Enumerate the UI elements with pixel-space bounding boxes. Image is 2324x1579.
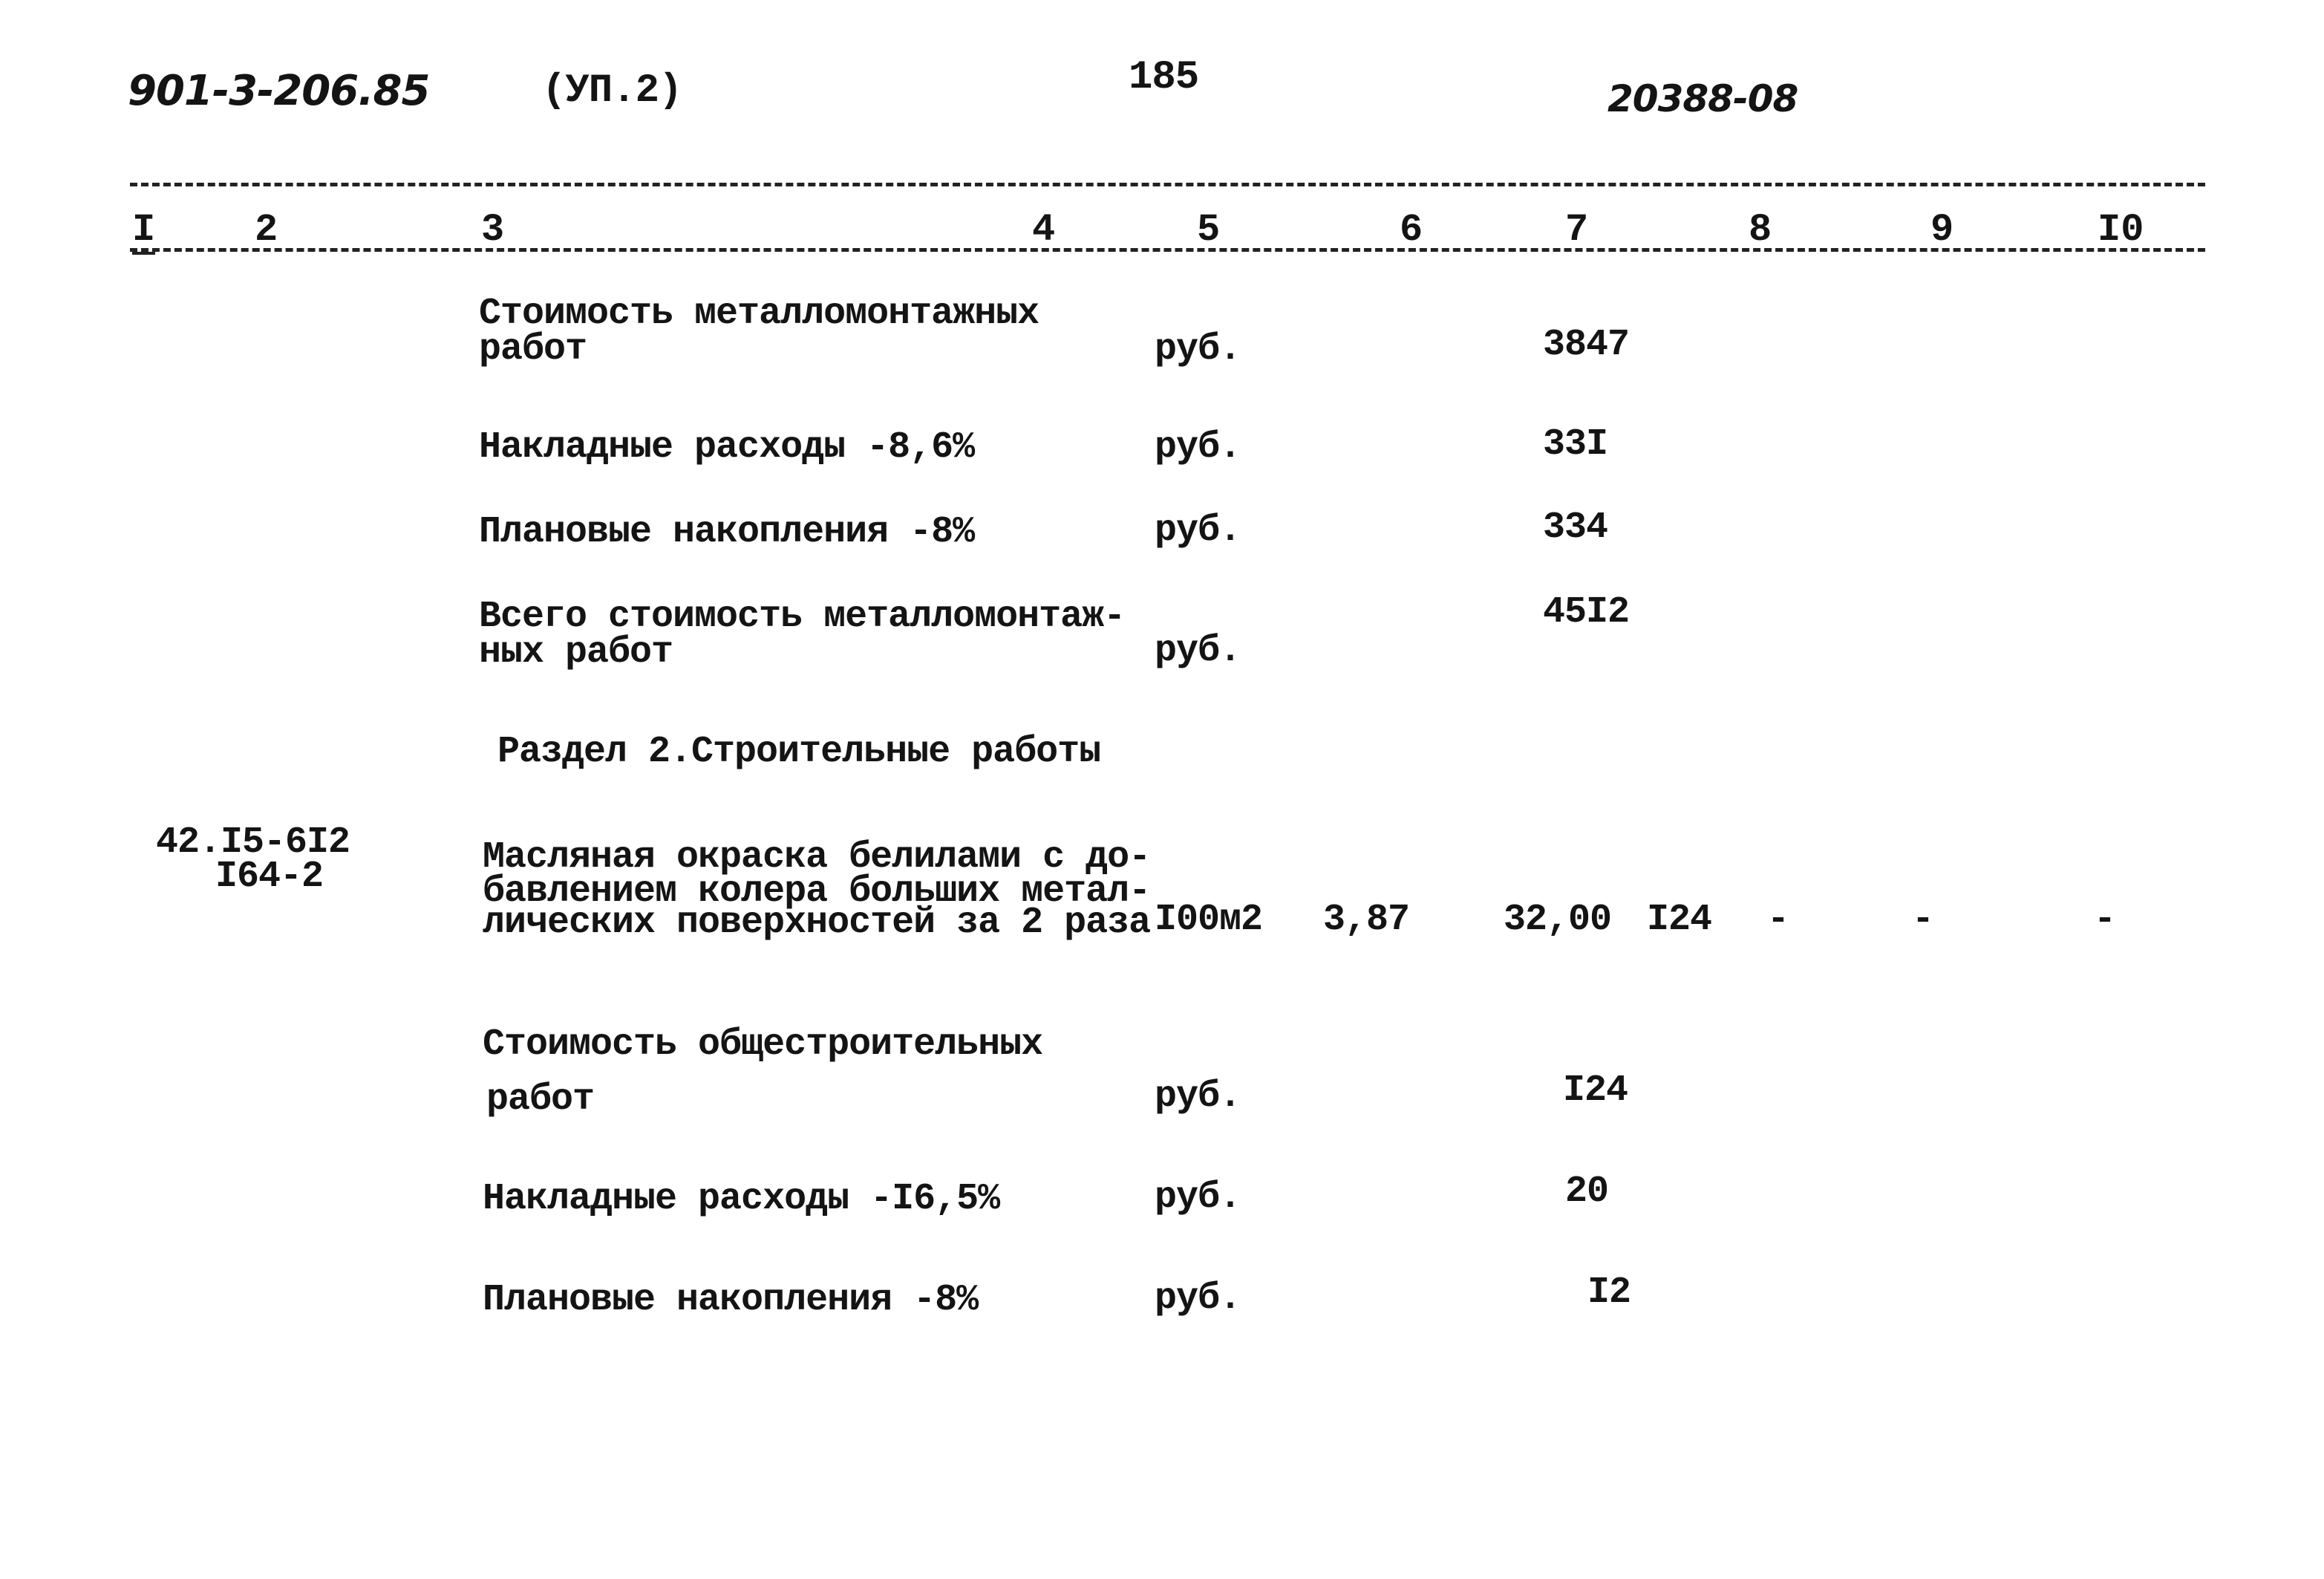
table-top-rule bbox=[130, 183, 2205, 186]
metal-planned-unit: руб. bbox=[1155, 509, 1241, 552]
item-unit: I00м2 bbox=[1155, 899, 1263, 941]
col-header-6: 6 bbox=[1400, 208, 1423, 252]
item-col-8: - bbox=[1767, 899, 1789, 941]
col-header-3: 3 bbox=[481, 208, 505, 252]
item-total: I24 bbox=[1647, 899, 1712, 941]
section-2-title: Раздел 2.Строительные работы bbox=[497, 731, 1101, 773]
metal-planned-label: Плановые накопления -8% bbox=[479, 511, 975, 553]
item-col-9: - bbox=[1912, 899, 1934, 941]
metal-planned-value: 334 bbox=[1543, 507, 1608, 549]
metal-cost-value: 3847 bbox=[1543, 324, 1630, 366]
metal-total-unit: руб. bbox=[1155, 630, 1241, 672]
column-header-rule bbox=[130, 248, 2205, 252]
volume-label: (УП.2) bbox=[542, 68, 682, 114]
col-header-5: 5 bbox=[1197, 208, 1221, 252]
build-overhead-unit: руб. bbox=[1155, 1176, 1241, 1219]
col-header-4: 4 bbox=[1032, 208, 1056, 252]
build-planned-label: Плановые накопления -8% bbox=[483, 1279, 979, 1321]
col-header-8: 8 bbox=[1749, 208, 1772, 252]
metal-total-label-line1: Всего стоимость металломонтаж- bbox=[479, 596, 1126, 638]
col-header-10: I0 bbox=[2098, 208, 2144, 252]
metal-cost-label-line1: Стоимость металломонтажных bbox=[479, 293, 1039, 335]
item-code-line1: 42.I5-6I2 bbox=[156, 821, 350, 864]
build-cost-label-line1: Стоимость общестроительных bbox=[483, 1023, 1043, 1066]
build-cost-label-line2: работ bbox=[486, 1078, 595, 1121]
col-header-7: 7 bbox=[1565, 208, 1589, 252]
metal-total-label-line2: ных работ bbox=[479, 631, 673, 674]
item-code-line2: I64-2 bbox=[215, 856, 324, 898]
col-header-1: I bbox=[132, 208, 155, 255]
item-description-line2: бавлением колера больших метал- bbox=[483, 870, 1151, 913]
metal-overhead-value: 33I bbox=[1543, 423, 1608, 466]
metal-overhead-unit: руб. bbox=[1155, 426, 1241, 469]
metal-total-value: 45I2 bbox=[1543, 591, 1630, 634]
item-unit-price: 32,00 bbox=[1504, 899, 1612, 941]
build-overhead-value: 20 bbox=[1565, 1171, 1609, 1213]
col-header-2: 2 bbox=[255, 208, 278, 252]
document-code: 901-3-206.85 bbox=[128, 67, 430, 115]
item-quantity: 3,87 bbox=[1323, 899, 1410, 941]
build-cost-value: I24 bbox=[1563, 1070, 1628, 1112]
build-cost-unit: руб. bbox=[1155, 1075, 1241, 1118]
item-description-line1: Масляная окраска белилами с до- bbox=[483, 836, 1151, 879]
page-number: 185 bbox=[1129, 55, 1199, 100]
build-overhead-label: Накладные расходы -I6,5% bbox=[483, 1178, 1000, 1220]
col-header-9: 9 bbox=[1930, 208, 1954, 252]
build-planned-value: I2 bbox=[1587, 1272, 1631, 1314]
metal-overhead-label: Накладные расходы -8,6% bbox=[479, 426, 975, 469]
metal-cost-unit: руб. bbox=[1155, 328, 1241, 371]
build-planned-unit: руб. bbox=[1155, 1277, 1241, 1320]
item-description-line3: лических поверхностей за 2 раза bbox=[483, 902, 1151, 944]
item-col-10: - bbox=[2094, 899, 2116, 941]
archive-number: 20388-08 bbox=[1607, 77, 1798, 120]
metal-cost-label-line2: работ bbox=[479, 328, 587, 371]
